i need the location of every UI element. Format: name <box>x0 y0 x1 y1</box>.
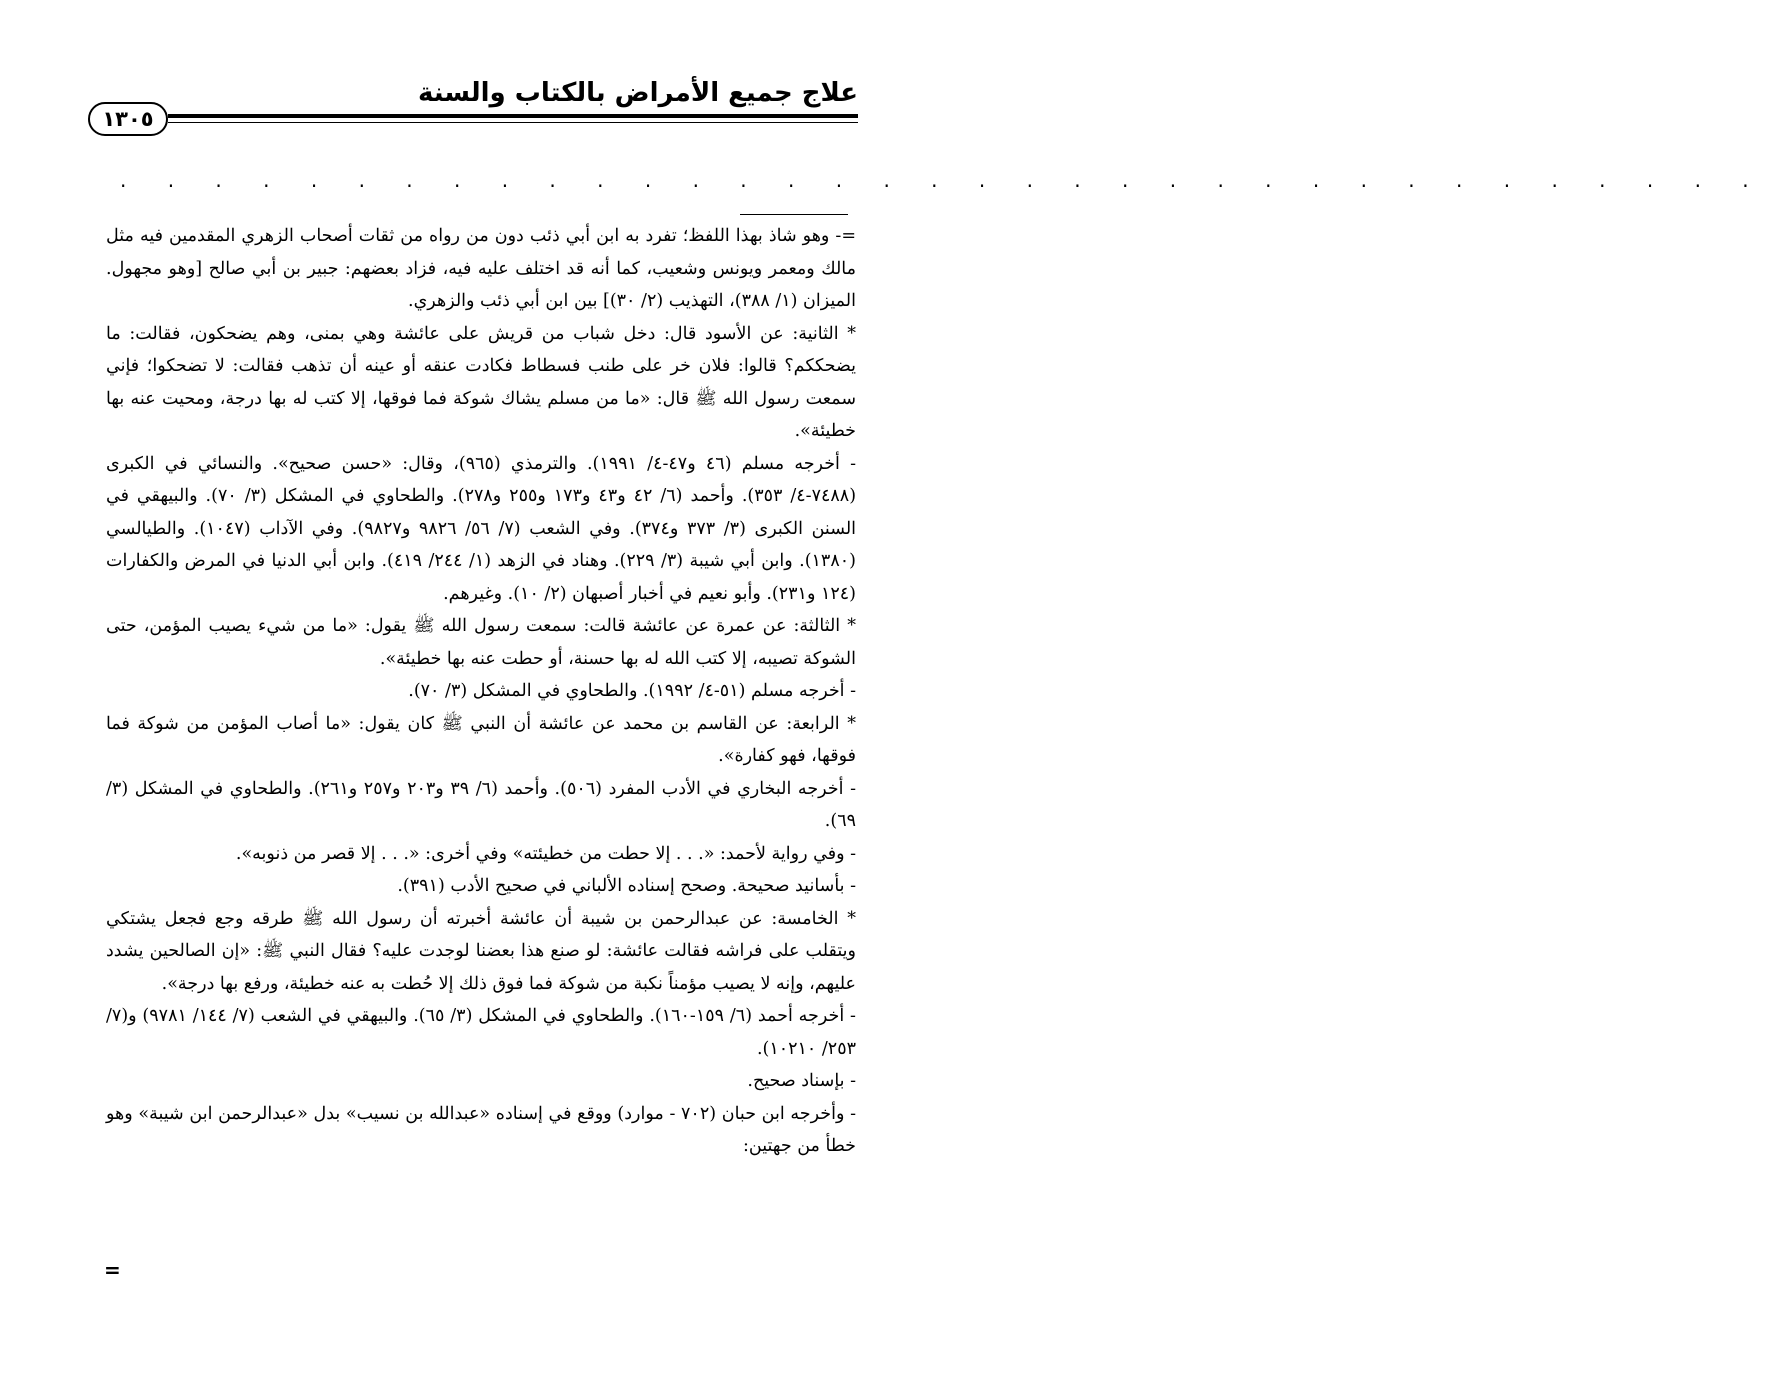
paragraph-11: - أخرجه أحمد (٦/ ١٥٩-١٦٠). والطحاوي في المشكل (٣/ ٦٥). والبيهقي في الشعب (٧/ ١٤٤/ ٩٧٨١) و(٧/ ٢٥٣/ ١٠٢١٠). <box>106 1006 856 1059</box>
continuation-mark: = <box>104 1258 121 1282</box>
paragraph-7: - أخرجه البخاري في الأدب المفرد (٥٠٦). وأحمد (٦/ ٣٩ و٢٠٣ و٢٥٧ و٢٦١). والطحاوي في المشكل (٣/ ٦٩). <box>106 778 856 831</box>
running-title: علاج جميع الأمراض بالكتاب والسنة <box>417 78 858 108</box>
footnote-rule <box>740 214 848 215</box>
paragraph-5: - أخرجه مسلم (٥١-٤/ ١٩٩٢). والطحاوي في المشكل (٣/ ٧٠). <box>408 681 856 701</box>
paragraph-10: * الخامسة: عن عبدالرحمن بن شيبة أن عائشة أخبرته أن رسول الله ﷺ طرقه وجع فجعل يشتكي ويتقلب على فراشه فقالت عائشة: لو صنع هذا بعضنا لوجدت عليه؟ فقال النبي ﷺ: «إن الصالحين يشدد عليهم، وإنه لا يصيب مؤمناً نكبة من شوكة فما فوق ذلك إلا حُطت به عنه خطيئة، ورفع بها درجة». <box>106 908 856 994</box>
paragraph-6: * الرابعة: عن القاسم بن محمد عن عائشة أن النبي ﷺ كان يقول: «ما أصاب المؤمن من شوكة فما فوقها، فهو كفارة». <box>106 713 856 766</box>
paragraph-1: =- وهو شاذ بهذا اللفظ؛ تفرد به ابن أبي ذئب دون من رواه من ثقات أصحاب الزهري المقدمين فيه مثل مالك ومعمر ويونس وشعيب، كما أنه قد اختلف عليه فيه، فزاد بعضهم: جبير بن أبي صالح [وهو مجهول. الميزان (١/ ٣٨٨)، التهذيب (٢/ ٣٠)] بين ابن أبي ذئب والزهري. <box>106 226 856 311</box>
footnote-body <box>106 220 856 1163</box>
paragraph-4: * الثالثة: عن عمرة عن عائشة قالت: سمعت رسول الله ﷺ يقول: «ما من شيء يصيب المؤمن، حتى الشوكة تصيبه، إلا كتب الله له بها حسنة، أو حطت عنه بها خطيئة». <box>106 616 856 669</box>
page-header <box>88 78 858 138</box>
paragraph-2: * الثانية: عن الأسود قال: دخل شباب من قريش على عائشة وهي بمنى، وهم يضحكون، فقالت: ما يضحككم؟ قالوا: فلان خر على طنب فسطاط فكادت عنقه أو عينه أن تذهب فقالت: لا تضحكوا؛ فإني سمعت رسول الله ﷺ قال: «ما من مسلم يشاك شوكة فما فوقها، إلا كتب له بها درجة، ومحيت عنه بها خطيئة». <box>106 323 856 441</box>
ellipsis-separator: . . . . . . . . . . . . . . . . . . . . . . . . . . . . . . . . . . . <box>120 168 1766 192</box>
paragraph-12: - بإسناد صحيح. <box>747 1071 856 1091</box>
paragraph-9: - بأسانيد صحيحة. وصحح إسناده الألباني في صحيح الأدب (٣٩١). <box>397 876 856 896</box>
header-rule-thin <box>168 122 858 123</box>
page-number: ١٣٠٥ <box>88 102 168 136</box>
paragraph-13: - وأخرجه ابن حبان (٧٠٢ - موارد) ووقع في إسناده «عبدالله بن نسيب» بدل «عبدالرحمن ابن شيبة» وهو خطأ من جهتين: <box>106 1103 856 1156</box>
paragraph-3: - أخرجه مسلم (٤٦ و٤٧-٤/ ١٩٩١). والترمذي (٩٦٥)، وقال: «حسن صحيح». والنسائي في الكبرى (٧٤٨٨-٤/ ٣٥٣). وأحمد (٦/ ٤٢ و٤٣ و١٧٣ و٢٥٥ و٢٧٨). والطحاوي في المشكل (٣/ ٧٠). والبيهقي في السنن الكبرى (٣/ ٣٧٣ و٣٧٤). وفي الشعب (٧/ ٥٦/ ٩٨٢٦ و٩٨٢٧). وفي الآداب (١٠٤٧). والطيالسي (١٣٨٠). وابن أبي شيبة (٣/ ٢٢٩). وهناد في الزهد (١/ ٢٤٤/ ٤١٩). وابن أبي الدنيا في المرض والكفارات (١٢٤ و٢٣١). وأبو نعيم في أخبار أصبهان (٢/ ١٠). وغيرهم. <box>106 453 857 604</box>
paragraph-8: - وفي رواية لأحمد: «. . . إلا حطت من خطيئته» وفي أخرى: «. . . إلا قصر من ذنوبه». <box>235 843 856 864</box>
header-rule-thick <box>168 114 858 118</box>
